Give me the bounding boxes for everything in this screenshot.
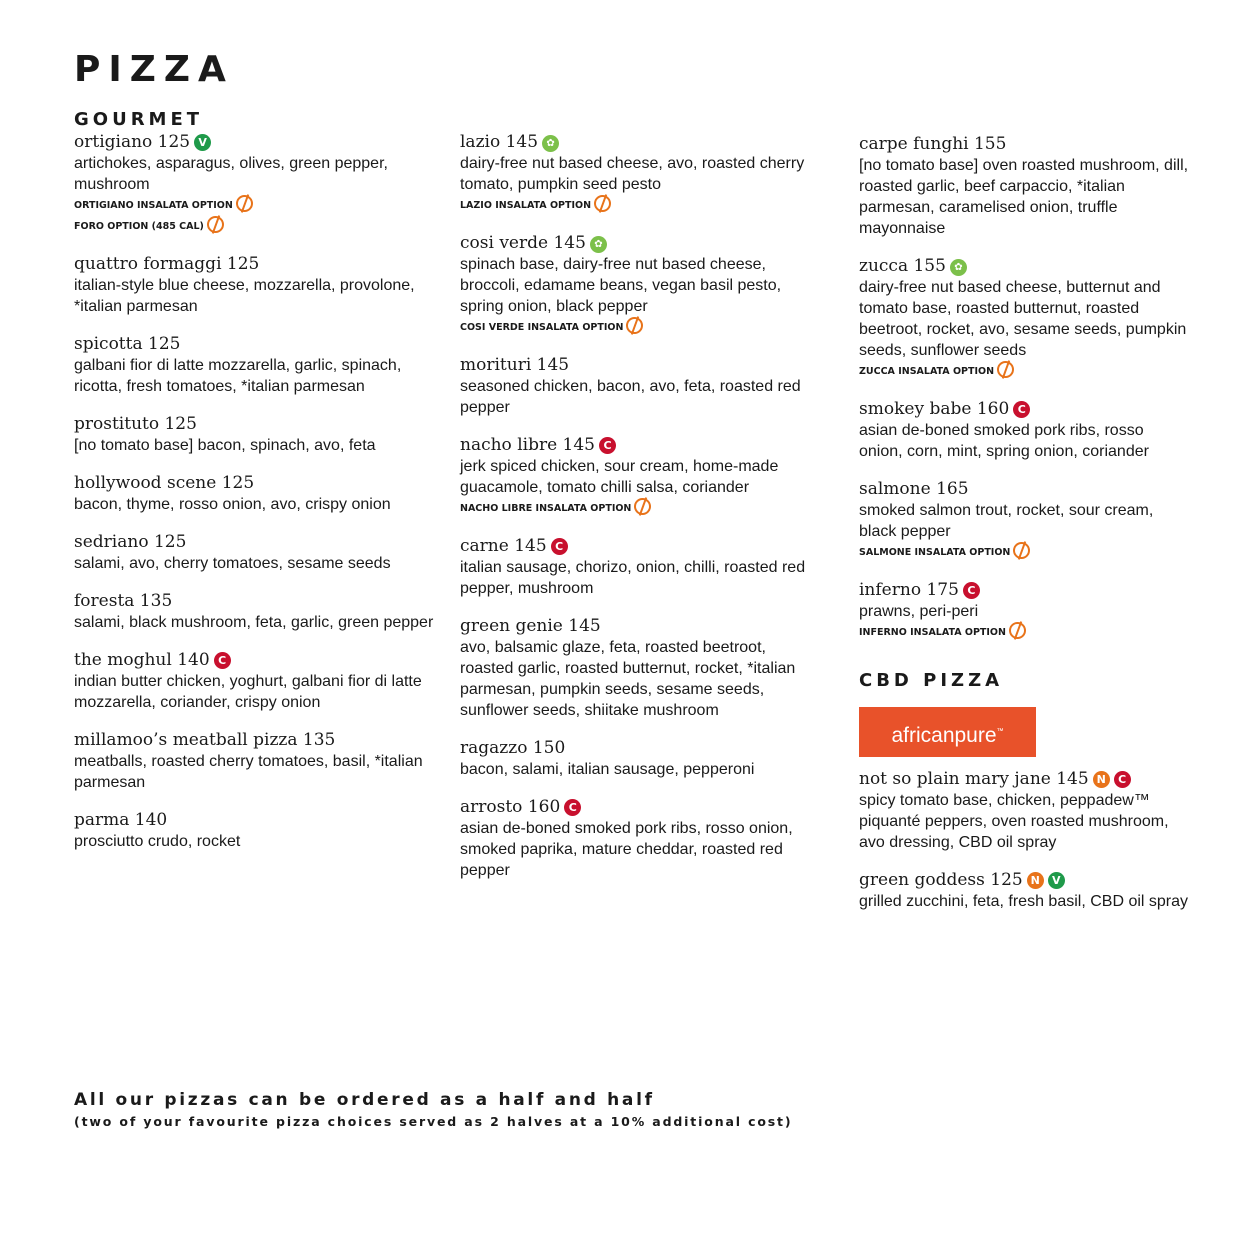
- item-name: parma 140: [74, 810, 168, 830]
- item-description: artichokes, asparagus, olives, green pepper, mushroom: [74, 155, 388, 193]
- footer-sub-text: (two of your favourite pizza choices served as 2 halves at a 10% additional cost): [74, 1114, 793, 1129]
- chilli-icon: C: [1114, 771, 1131, 788]
- menu-item-arrosto: [460, 797, 820, 881]
- insalata-icon: [594, 195, 611, 212]
- chilli-icon: C: [214, 652, 231, 669]
- item-description: asian de-boned smoked pork ribs, rosso onion, smoked paprika, mature cheddar, roasted red pepper: [460, 820, 793, 879]
- item-name: smokey babe 160: [859, 399, 1010, 419]
- menu-item-cosi-verde: [460, 233, 820, 338]
- menu-item-the-moghul: [74, 650, 434, 713]
- item-name: green goddess 125: [859, 870, 1023, 890]
- item-description: smoked salmon trout, rocket, sour cream, black pepper: [859, 502, 1154, 540]
- menu-item-morituri: [460, 355, 820, 418]
- item-name: nacho libre 145: [460, 435, 595, 455]
- section-heading-cbd: CBD PIZZA: [859, 670, 1004, 691]
- item-name: quattro formaggi 125: [74, 254, 260, 274]
- vegan-icon: ✿: [590, 236, 607, 253]
- item-note: ZUCCA INSALATA OPTION: [859, 366, 995, 377]
- item-name: morituri 145: [460, 355, 570, 375]
- chilli-icon: C: [1013, 401, 1030, 418]
- item-name: prostituto 125: [74, 414, 197, 434]
- insalata-icon: [997, 361, 1014, 378]
- item-description: bacon, salami, italian sausage, pepperoni: [460, 761, 755, 778]
- menu-column-2: [460, 132, 820, 898]
- item-description: [no tomato base] oven roasted mushroom, dill, roasted garlic, beef carpaccio, *italian parmesan, caramelised onion, truffle mayonnaise: [859, 157, 1189, 237]
- vegetarian-icon: V: [1048, 872, 1065, 889]
- item-description: dairy-free nut based cheese, avo, roasted cherry tomato, pumpkin seed pesto: [460, 155, 805, 193]
- footer-note: [74, 1088, 1074, 1132]
- item-note: ORTIGIANO INSALATA OPTION: [74, 200, 233, 211]
- insalata-icon: [634, 498, 651, 515]
- item-description: italian sausage, chorizo, onion, chilli, roasted red pepper, mushroom: [460, 559, 806, 597]
- item-description: seasoned chicken, bacon, avo, feta, roasted red pepper: [460, 378, 801, 416]
- item-name: carne 145: [460, 536, 547, 556]
- insalata-icon: [1013, 542, 1030, 559]
- menu-item-quattro-formaggi: [74, 254, 434, 317]
- item-name: arrosto 160: [460, 797, 561, 817]
- item-description: bacon, thyme, rosso onion, avo, crispy onion: [74, 496, 391, 513]
- item-description: prosciutto crudo, rocket: [74, 833, 241, 850]
- vegetarian-icon: V: [194, 134, 211, 151]
- item-note: LAZIO INSALATA OPTION: [460, 200, 592, 211]
- chilli-icon: C: [599, 437, 616, 454]
- item-note: INFERNO INSALATA OPTION: [859, 627, 1006, 638]
- menu-item-smokey-babe: [859, 399, 1189, 462]
- vegan-icon: ✿: [950, 259, 967, 276]
- menu-item-carne: [460, 536, 820, 599]
- item-name: hollywood scene 125: [74, 473, 255, 493]
- menu-item-carpe-funghi: [859, 134, 1189, 239]
- menu-item-nacho-libre: [460, 435, 820, 519]
- menu-item-prostituto: [74, 414, 434, 456]
- africanpure-logo: [859, 707, 1036, 757]
- item-name: spicotta 125: [74, 334, 181, 354]
- brand-name: africanpure: [891, 724, 997, 747]
- item-name: millamoo’s meatball pizza 135: [74, 730, 336, 750]
- item-name: cosi verde 145: [460, 233, 586, 253]
- menu-column-3: [859, 134, 1189, 929]
- item-name: sedriano 125: [74, 532, 187, 552]
- item-description: salami, black mushroom, feta, garlic, green pepper: [74, 614, 434, 631]
- vegan-icon: ✿: [542, 135, 559, 152]
- item-description: grilled zucchini, feta, fresh basil, CBD oil spray: [859, 893, 1189, 910]
- menu-column-1: [74, 108, 434, 869]
- item-name: the moghul 140: [74, 650, 210, 670]
- item-description: prawns, peri-peri: [859, 603, 979, 620]
- item-note: COSI VERDE INSALATA OPTION: [460, 322, 624, 333]
- item-description: salami, avo, cherry tomatoes, sesame seeds: [74, 555, 391, 572]
- insalata-icon: [236, 195, 253, 212]
- menu-item-spicotta: [74, 334, 434, 397]
- menu-item-foresta: [74, 591, 434, 633]
- item-note: FORO OPTION (485 CAL): [74, 221, 204, 232]
- item-note: NACHO LIBRE INSALATA OPTION: [460, 503, 632, 514]
- item-name: ragazzo 150: [460, 738, 566, 758]
- item-name: not so plain mary jane 145: [859, 769, 1089, 789]
- item-description: jerk spiced chicken, sour cream, home-made guacamole, tomato chilli salsa, coriander: [460, 458, 779, 496]
- item-name: carpe funghi 155: [859, 134, 1007, 154]
- item-name: inferno 175: [859, 580, 959, 600]
- menu-item-sedriano: [74, 532, 434, 574]
- item-name: salmone 165: [859, 479, 969, 499]
- insalata-icon: [626, 317, 643, 334]
- insalata-icon: [1009, 622, 1026, 639]
- item-name: ortigiano 125: [74, 132, 191, 152]
- nut-icon: N: [1093, 771, 1110, 788]
- menu-item-ortigiano: [74, 132, 434, 237]
- item-description: spinach base, dairy-free nut based cheese, broccoli, edamame beans, vegan basil pesto, spring onion, black pepper: [460, 256, 782, 315]
- menu-item-green-goddess: [859, 870, 1189, 912]
- item-name: foresta 135: [74, 591, 173, 611]
- item-description: meatballs, roasted cherry tomatoes, basil, *italian parmesan: [74, 753, 423, 791]
- item-description: dairy-free nut based cheese, butternut and tomato base, roasted butternut, roasted beetroot, rocket, avo, sesame seeds, pumpkin seeds, sunflower seeds: [859, 279, 1187, 359]
- item-description: asian de-boned smoked pork ribs, rosso onion, corn, mint, spring onion, coriander: [859, 422, 1149, 460]
- menu-item-parma: [74, 810, 434, 852]
- item-description: galbani fior di latte mozzarella, garlic, spinach, ricotta, fresh tomatoes, *italian parmesan: [74, 357, 402, 395]
- menu-item-zucca: [859, 256, 1189, 382]
- insalata-icon: [207, 216, 224, 233]
- chilli-icon: C: [963, 582, 980, 599]
- item-description: avo, balsamic glaze, feta, roasted beetroot, roasted garlic, roasted butternut, rocket, *italian parmesan, pumpkin seeds, sesame seeds, sunflower seeds, shiitake mushroom: [460, 639, 796, 719]
- chilli-icon: C: [564, 799, 581, 816]
- menu-item-ragazzo: [460, 738, 820, 780]
- item-name: green genie 145: [460, 616, 601, 636]
- menu-item-not-so-plain-mary-jane: [859, 769, 1189, 853]
- footer-main-text: All our pizzas can be ordered as a half and half: [74, 1090, 655, 1110]
- item-note: SALMONE INSALATA OPTION: [859, 547, 1011, 558]
- item-description: spicy tomato base, chicken, peppadew™ piquanté peppers, oven roasted mushroom, avo dressing, CBD oil spray: [859, 792, 1169, 851]
- menu-item-inferno: [859, 580, 1189, 643]
- menu-item-salmone: [859, 479, 1189, 563]
- menu-item-lazio: [460, 132, 820, 216]
- page-title: PIZZA: [74, 49, 234, 90]
- item-description: indian butter chicken, yoghurt, galbani fior di latte mozzarella, coriander, crispy onion: [74, 673, 422, 711]
- section-heading-gourmet: GOURMET: [74, 109, 204, 130]
- item-name: zucca 155: [859, 256, 946, 276]
- menu-item-millamoos-meatball: [74, 730, 434, 793]
- menu-item-green-genie: [460, 616, 820, 721]
- brand-trademark: ™: [996, 728, 1004, 735]
- item-description: italian-style blue cheese, mozzarella, provolone, *italian parmesan: [74, 277, 415, 315]
- item-name: lazio 145: [460, 132, 539, 152]
- chilli-icon: C: [551, 538, 568, 555]
- item-description: [no tomato base] bacon, spinach, avo, feta: [74, 437, 376, 454]
- menu-item-hollywood-scene: [74, 473, 434, 515]
- nut-icon: N: [1027, 872, 1044, 889]
